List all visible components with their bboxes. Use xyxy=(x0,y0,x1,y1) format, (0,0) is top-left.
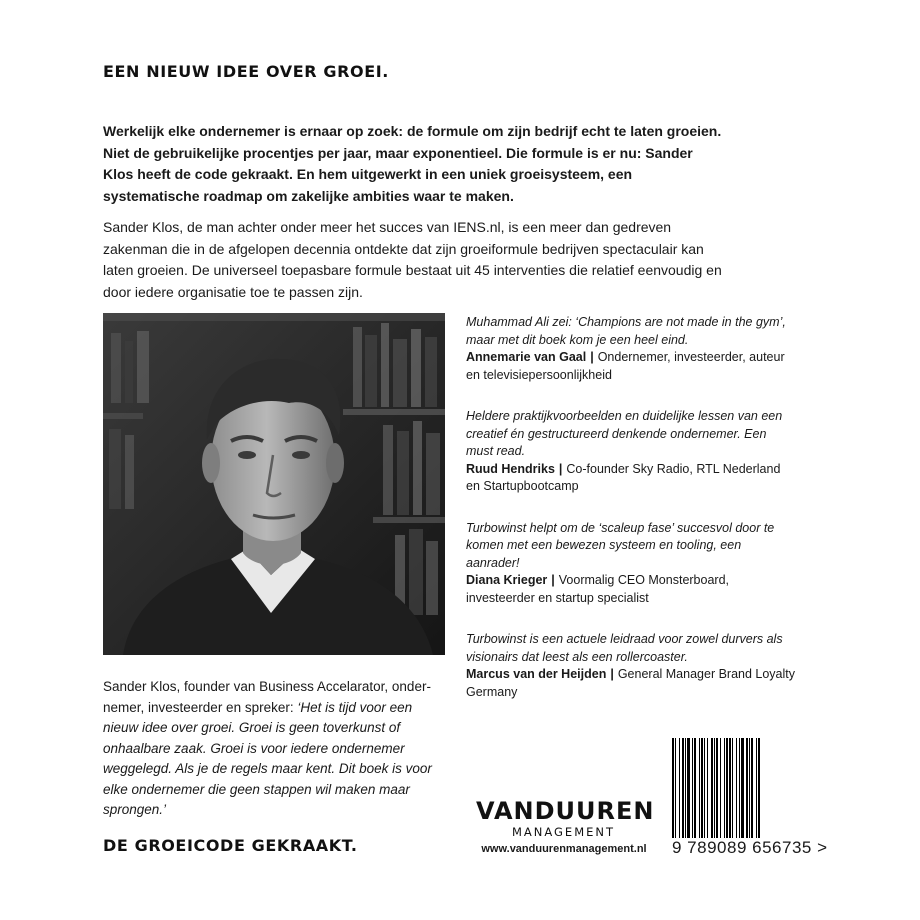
barcode-bar xyxy=(739,738,740,838)
testimonial-role: Co-founder Sky Radio, RTL Nederland en Startupbootcamp xyxy=(466,461,781,493)
publisher-logo-main: VANDUUREN xyxy=(476,797,655,825)
publisher-logo xyxy=(476,797,655,839)
testimonial-role: Voormalig CEO Monsterboard, investeerder en startup specialist xyxy=(466,573,729,605)
barcode-bar xyxy=(701,738,703,838)
barcode-bar xyxy=(672,738,674,838)
closing-heading: DE GROEICODE GEKRAAKT. xyxy=(103,836,358,855)
publisher-logo-sub: MANAGEMENT xyxy=(511,825,616,839)
caption-quote: ‘Het is tijd voor een nieuw idee over groei. Groei is geen toverkunst of onhaalbare zaak. Groei is voor iedere ondernemer weggelegd. Als je de regels maar kent. Dit boek is voor elke ondernemer die geen stappen wil maken maar sprongen.’ xyxy=(103,699,432,817)
barcode-bar xyxy=(714,738,715,838)
barcode-bar xyxy=(704,738,705,838)
author-photo xyxy=(103,313,445,655)
testimonial-author: Diana Krieger xyxy=(466,573,548,587)
barcode-bar xyxy=(692,738,693,838)
page-title: EEN NIEUW IDEE OVER GROEI. xyxy=(103,62,389,81)
testimonial-text: Heldere praktijkvoorbeelden en duidelijke lessen van een creatief én gestructureerd denkende ondernemer. Een must read. xyxy=(466,409,783,458)
testimonial-author: Ruud Hendriks xyxy=(466,461,555,476)
barcode-bar xyxy=(679,738,680,838)
author-portrait-illustration xyxy=(103,313,445,655)
testimonial xyxy=(466,520,796,608)
testimonial xyxy=(466,408,796,496)
barcode-bar xyxy=(729,738,731,838)
photo-caption xyxy=(103,677,448,821)
barcode-bar xyxy=(756,738,757,838)
barcode-bar xyxy=(746,738,748,838)
barcode-bar xyxy=(687,738,690,838)
bio-paragraph: Sander Klos, de man achter onder meer het succes van IENS.nl, is een meer dan gedreven zakenman die in de afgelopen decennia ontdekte dat zijn groeiformule bedrijven spectaculair kan laten groeien. De universeel toepasbare formule bestaat uit 45 interventies die relatief eenvoudig en door iedere organisatie toe te passen zijn. xyxy=(103,219,722,300)
testimonial-role: Ondernemer, investeerder, auteur en televisiepersoonlijkheid xyxy=(466,350,785,382)
barcode-bar xyxy=(749,738,750,838)
barcode-bar xyxy=(699,738,700,838)
barcode-bar xyxy=(726,738,728,838)
barcode-bar xyxy=(732,738,733,838)
barcode-bars xyxy=(672,738,817,838)
testimonial-separator: | xyxy=(551,573,555,587)
barcode-bar xyxy=(707,738,708,838)
testimonial-text: Muhammad Ali zei: ‘Champions are not made in the gym’, maar met dit boek kom je een heel eind. xyxy=(466,315,786,347)
barcode-bar xyxy=(736,738,737,838)
testimonial-text: Turbowinst is een actuele leidraad voor zowel durvers als visionairs dat leest als een rollercoaster. xyxy=(466,632,783,664)
testimonial-author: Marcus van der Heijden xyxy=(466,667,607,681)
testimonial xyxy=(466,314,796,384)
testimonial-text: Turbowinst helpt om de ‘scaleup fase’ succesvol door te komen met een bewezen systeem en tooling, een aanrader! xyxy=(466,520,775,570)
barcode-bar xyxy=(724,738,725,838)
barcode-bar xyxy=(716,738,718,838)
barcode-bar xyxy=(758,738,760,838)
testimonial-role: General Manager Brand Loyalty Germany xyxy=(466,667,796,699)
testimonial-separator: | xyxy=(590,350,594,364)
barcode-bar xyxy=(720,738,721,838)
barcode-bar xyxy=(741,738,744,838)
barcode-bar xyxy=(675,738,676,838)
barcode-bar xyxy=(751,738,753,838)
testimonial-author: Annemarie van Gaal xyxy=(466,350,587,364)
barcode-number: 9 789089 656735 > xyxy=(672,838,828,857)
intro-paragraph: Werkelijk elke ondernemer is ernaar op zoek: de formule om zijn bedrijf echt te laten groeien. Niet de gebruikelijke procentjes per jaar, maar exponentieel. Die formule is er nu: Sander Klos heeft de code gekraakt. En hem uitgewerkt in een uniek groeisysteem, een systematische roadmap om zakelijke ambities waar te maken. xyxy=(103,123,722,204)
barcode-bar xyxy=(711,738,713,838)
barcode-bar xyxy=(682,738,684,838)
publisher-url: www.vanduurenmanagement.nl xyxy=(481,843,647,855)
testimonial-separator: | xyxy=(558,461,563,476)
testimonial-separator: | xyxy=(610,667,614,681)
caption-intro: Sander Klos, founder van Business Accelarator, onder-nemer, investeerder en spreker: xyxy=(103,679,431,715)
barcode-bar xyxy=(694,738,696,838)
testimonial xyxy=(466,631,796,701)
barcode-bar xyxy=(685,738,686,838)
testimonials xyxy=(466,314,796,725)
